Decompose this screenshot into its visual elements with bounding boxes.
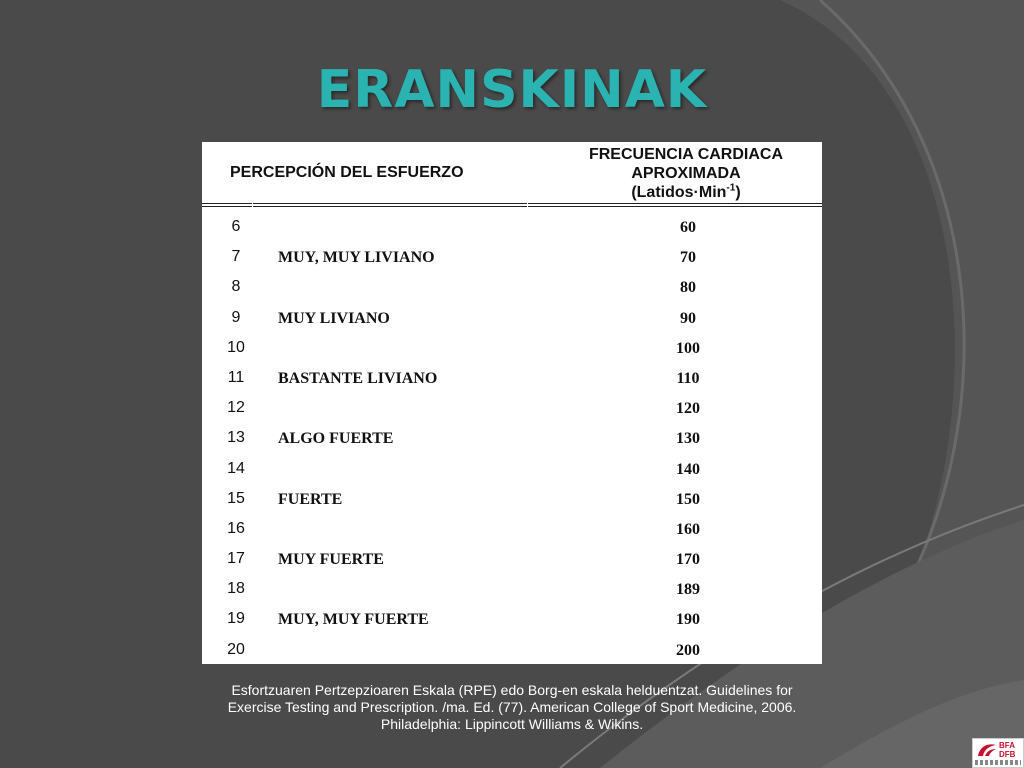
heart-rate-value: 189 bbox=[676, 581, 700, 599]
logo-emblem-icon bbox=[976, 742, 998, 758]
logo-line-dfb: DFB bbox=[999, 750, 1016, 759]
caption-line: Philadelphia: Lippincott Williams & Wikins. bbox=[380, 716, 644, 732]
heart-rate-value: 170 bbox=[676, 551, 700, 569]
rpe-value: 9 bbox=[231, 308, 241, 326]
effort-description: BASTANTE LIVIANO bbox=[278, 369, 438, 387]
heart-rate-value: 200 bbox=[676, 641, 700, 659]
rpe-value: 19 bbox=[227, 610, 245, 628]
table-row bbox=[202, 395, 822, 425]
table-row bbox=[202, 214, 822, 244]
heart-rate-value: 150 bbox=[676, 490, 700, 508]
heart-rate-value: 140 bbox=[676, 460, 700, 478]
rpe-value: 10 bbox=[227, 338, 245, 356]
header-rule-gap bbox=[527, 203, 528, 207]
rpe-value: 11 bbox=[227, 368, 245, 386]
table-row bbox=[202, 456, 822, 486]
heart-rate-value: 160 bbox=[676, 520, 700, 538]
rpe-value: 15 bbox=[227, 489, 245, 507]
header-rule-bottom bbox=[202, 206, 822, 207]
heart-rate-value: 130 bbox=[676, 430, 700, 448]
header-rule-gap bbox=[252, 203, 253, 207]
rpe-value: 18 bbox=[227, 580, 245, 598]
effort-description: MUY, MUY FUERTE bbox=[278, 611, 429, 629]
logo-fine-print bbox=[975, 760, 1021, 765]
rpe-value: 12 bbox=[227, 399, 245, 417]
rpe-value: 20 bbox=[227, 640, 245, 658]
table-row bbox=[202, 546, 822, 576]
table-row bbox=[202, 486, 822, 516]
caption-line: Exercise Testing and Prescription. /ma. Ed. (77). American College of Sport Medicine, 2006. bbox=[227, 699, 797, 715]
table-row bbox=[202, 606, 822, 636]
source-caption bbox=[150, 682, 874, 733]
heart-rate-value: 100 bbox=[676, 339, 700, 357]
table-row bbox=[202, 305, 822, 335]
effort-description: MUY LIVIANO bbox=[278, 309, 390, 327]
rpe-value: 7 bbox=[231, 248, 241, 266]
logo-line-bfa: BFA bbox=[999, 741, 1015, 750]
effort-description: FUERTE bbox=[278, 490, 343, 508]
table-row bbox=[202, 425, 822, 455]
header-unit: (Latidos·Min bbox=[631, 184, 727, 201]
heart-rate-value: 70 bbox=[680, 249, 696, 267]
rpe-value: 8 bbox=[231, 278, 241, 296]
header-heart-rate bbox=[552, 145, 820, 202]
effort-description: MUY FUERTE bbox=[278, 551, 384, 569]
effort-description: MUY, MUY LIVIANO bbox=[278, 249, 435, 267]
rpe-value: 17 bbox=[227, 550, 245, 568]
heart-rate-value: 120 bbox=[676, 400, 700, 418]
table-row bbox=[202, 637, 822, 667]
header-heart-rate-line1: FRECUENCIA CARDIACA bbox=[588, 146, 784, 163]
header-rule-top bbox=[202, 203, 822, 204]
heart-rate-value: 110 bbox=[676, 369, 700, 387]
table-row bbox=[202, 576, 822, 606]
slide-title: ERANSKINAK bbox=[316, 60, 708, 120]
rpe-table bbox=[202, 142, 822, 664]
rpe-value: 14 bbox=[227, 459, 245, 477]
table-row bbox=[202, 516, 822, 546]
heart-rate-value: 60 bbox=[680, 219, 696, 236]
caption-line: Esfortzuaren Pertzepzioaren Eskala (RPE) edo Borg-en eskala helduentzat. Guidelines for bbox=[231, 682, 793, 698]
rpe-value: 13 bbox=[227, 429, 245, 447]
heart-rate-value: 190 bbox=[676, 611, 700, 629]
header-unit-exponent: -1 bbox=[726, 182, 736, 194]
rpe-value: 16 bbox=[227, 519, 245, 537]
header-heart-rate-line3 bbox=[552, 183, 820, 202]
table-row bbox=[202, 244, 822, 274]
table-row bbox=[202, 365, 822, 395]
rpe-value: 6 bbox=[231, 218, 241, 235]
header-perception: PERCEPCIÓN DEL ESFUERZO bbox=[230, 164, 464, 181]
heart-rate-value: 80 bbox=[680, 279, 696, 297]
heart-rate-value: 90 bbox=[680, 309, 696, 327]
table-body bbox=[202, 214, 822, 667]
bizkaia-logo bbox=[972, 738, 1024, 768]
logo-text bbox=[999, 741, 1015, 759]
table-row bbox=[202, 335, 822, 365]
effort-description: ALGO FUERTE bbox=[278, 430, 394, 448]
header-unit-close: ) bbox=[735, 184, 741, 201]
header-heart-rate-line2: APROXIMADA bbox=[631, 165, 741, 182]
table-row bbox=[202, 274, 822, 304]
